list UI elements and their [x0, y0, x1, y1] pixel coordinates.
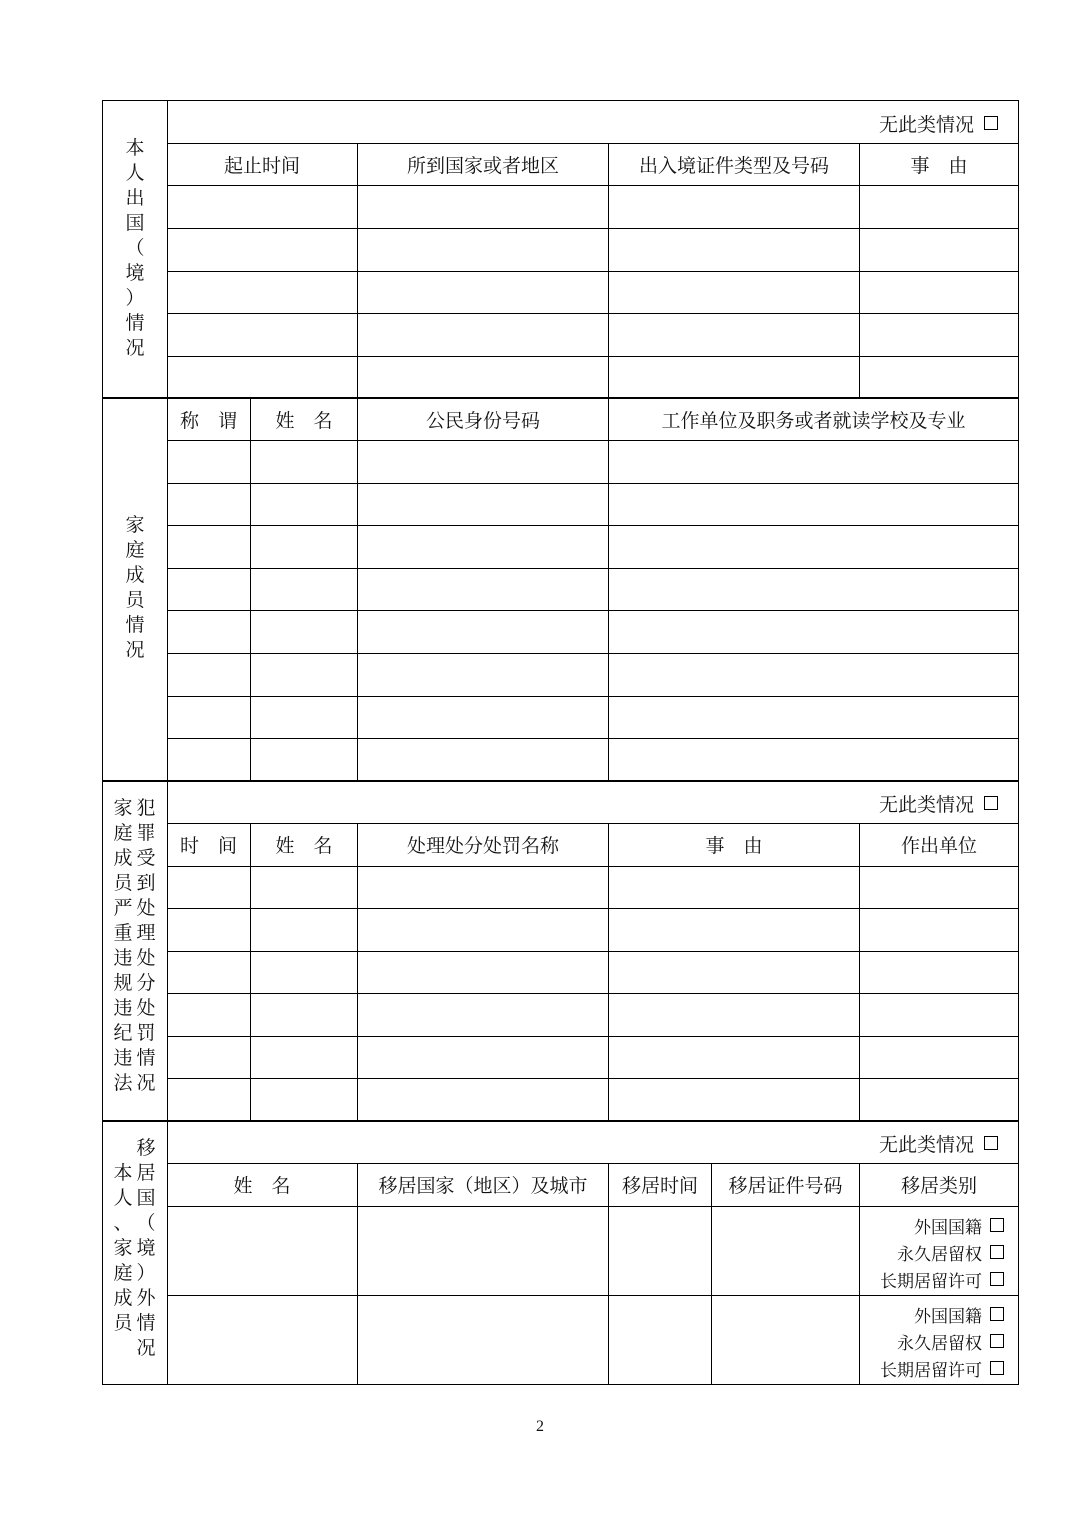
section-family-violations: [102, 780, 1019, 1122]
page-number: 2: [536, 1418, 544, 1435]
checkbox-icon[interactable]: [990, 1218, 1004, 1232]
none-option[interactable]: [879, 791, 998, 815]
header-name: 姓 名: [275, 835, 333, 857]
section-overseas-travel: [102, 100, 1019, 399]
section4-title-col1: 本 人 、 家 庭 成 员: [113, 1162, 133, 1334]
header-period: 起止时间: [223, 154, 300, 177]
header-penalty: 处理处分处罚名称: [406, 835, 559, 857]
header-destination: 所到国家或者地区: [406, 154, 559, 177]
checkbox-icon[interactable]: [984, 1136, 998, 1150]
checkbox-icon[interactable]: [990, 1272, 1004, 1286]
header-time: 时 间: [179, 835, 237, 857]
none-option[interactable]: [879, 111, 998, 135]
header-relation: 称 谓: [179, 409, 237, 432]
option-long-term-residence[interactable]: 长期居留许可: [880, 1356, 1004, 1380]
header-reason: 事 由: [910, 154, 968, 177]
header-emigration-category: 移居类别: [900, 1175, 977, 1197]
header-name: 姓 名: [275, 409, 333, 432]
section1-title: 本 人 出 国 （ 境 ） 情 况: [125, 137, 145, 359]
checkbox-icon[interactable]: [990, 1334, 1004, 1348]
header-emigration-document: 移居证件号码: [728, 1175, 843, 1197]
checkbox-icon[interactable]: [990, 1307, 1004, 1321]
section3-title-col2: 犯 罪 受 到 处 理 处 分 处 罚 情 况: [136, 797, 156, 1094]
option-foreign-nationality[interactable]: 外国国籍: [914, 1302, 1004, 1326]
option-permanent-residence[interactable]: 永久居留权: [897, 1240, 1004, 1264]
none-option[interactable]: [879, 1131, 998, 1155]
option-permanent-residence[interactable]: 永久居留权: [897, 1329, 1004, 1353]
header-document: 出入境证件类型及号码: [638, 154, 829, 177]
none-label: 无此类情况: [878, 793, 974, 816]
none-label: 无此类情况: [878, 113, 974, 136]
none-label: 无此类情况: [878, 1133, 974, 1156]
section2-title: 家 庭 成 员 情 况: [125, 514, 145, 661]
section-emigration: [102, 1120, 1019, 1385]
section-family-members: [102, 397, 1019, 782]
header-emigration-time: 移居时间: [621, 1175, 698, 1197]
checkbox-icon[interactable]: [990, 1245, 1004, 1259]
checkbox-icon[interactable]: [984, 116, 998, 130]
header-authority: 作出单位: [900, 835, 977, 857]
option-foreign-nationality[interactable]: 外国国籍: [914, 1213, 1004, 1237]
header-name: 姓 名: [233, 1175, 291, 1197]
checkbox-icon[interactable]: [984, 796, 998, 810]
checkbox-icon[interactable]: [990, 1361, 1004, 1375]
header-emigration-country: 移居国家（地区）及城市: [378, 1175, 588, 1197]
header-work-unit: 工作单位及职务或者就读学校及专业: [661, 409, 966, 432]
header-reason: 事 由: [705, 835, 763, 857]
section3-title-col1: 家 庭 成 员 严 重 违 规 违 纪 违 法: [113, 797, 133, 1094]
header-id-number: 公民身份号码: [425, 409, 540, 432]
section4-title-col2: 移 居 国 （ 境 ） 外 情 况: [136, 1137, 156, 1359]
option-long-term-residence[interactable]: 长期居留许可: [880, 1267, 1004, 1291]
